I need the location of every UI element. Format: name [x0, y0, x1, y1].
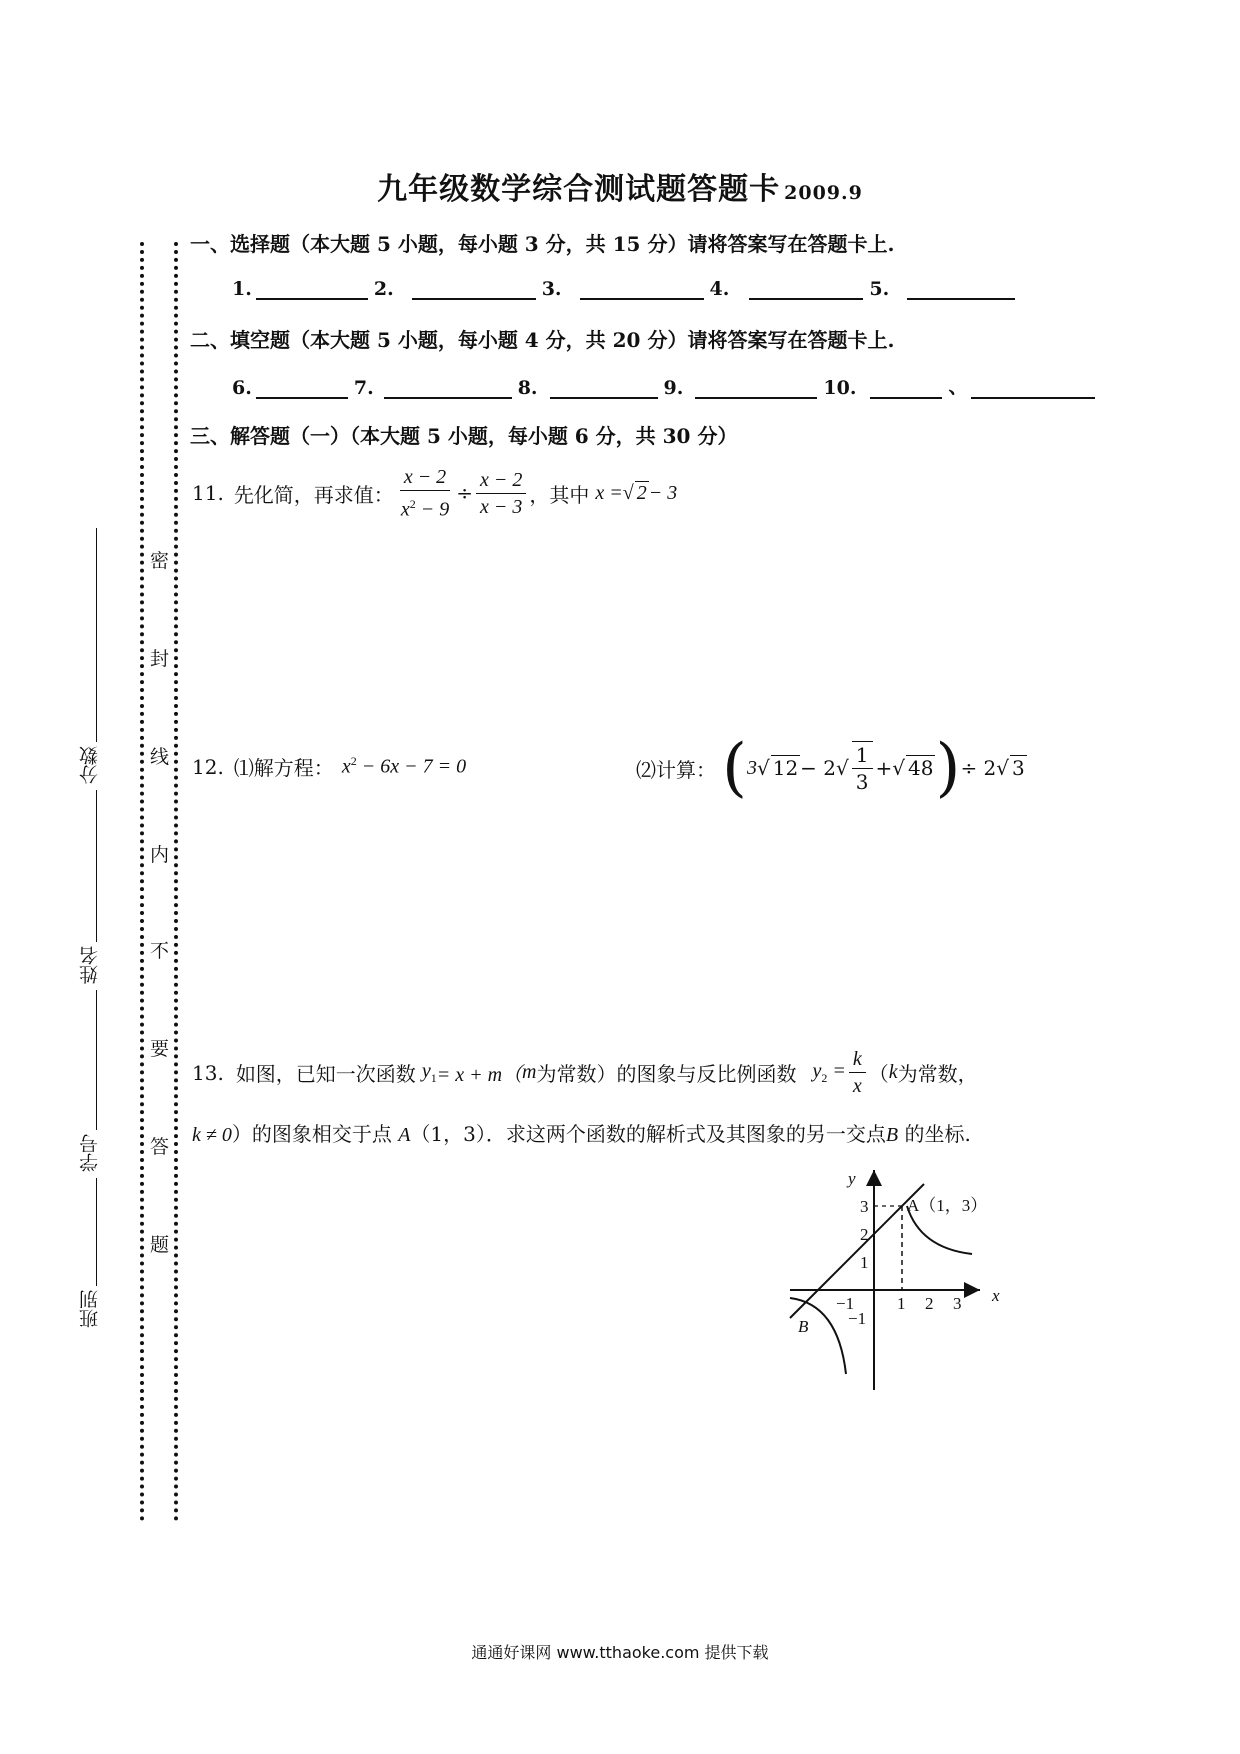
q12-sqrt3-radicand: 3 — [1012, 756, 1025, 780]
answer-blank-7[interactable] — [384, 375, 512, 399]
answer-blank-10b[interactable] — [971, 375, 1095, 399]
q12-part2-sqrt-12: √ 12 — [756, 756, 799, 780]
q13-point-B: B — [885, 1124, 899, 1146]
q12-sqrt48-radicand: 48 — [908, 756, 934, 780]
question-11 — [192, 464, 677, 523]
q13-fraction — [849, 1046, 866, 1099]
score-label: 分数 — [79, 746, 101, 784]
q13-y2-var: y — [812, 1059, 822, 1082]
answer-blank-8[interactable] — [550, 375, 658, 399]
q13-number: 13. — [192, 1060, 224, 1085]
section1-answer-row — [232, 276, 1021, 300]
seal-char-1: 密 — [150, 550, 170, 572]
q11-frac1-den-tail: − 9 — [420, 498, 450, 521]
question-13-line2 — [192, 1118, 971, 1147]
seal-char-8: 题 — [150, 1234, 170, 1256]
footer-credit: 通通好课网 www.tthaoke.com 提供下载 — [471, 1643, 769, 1662]
class-field[interactable] — [96, 1178, 97, 1286]
q12-part2-sqrt-48: √ 48 — [892, 756, 934, 780]
blank-label-3: 3. — [541, 278, 562, 300]
q12-part1-tail: − 6x − 7 = 0 — [356, 755, 467, 778]
q11-sqrt-radicand: 2 — [636, 481, 647, 504]
question-12-part1 — [192, 752, 466, 781]
function-graph — [780, 1164, 1040, 1400]
blank-separator: 、 — [948, 376, 968, 398]
q11-sqrt: √ 2 — [622, 481, 647, 504]
page-title — [0, 164, 1240, 208]
tick-y-neg1: −1 — [848, 1309, 867, 1328]
tick-x-1: 1 — [897, 1294, 906, 1313]
margin-dotted-line-inner — [174, 242, 178, 1522]
answer-blank-9[interactable] — [695, 375, 817, 399]
blank-label-1: 1. — [232, 278, 252, 300]
margin-dotted-line-outer — [140, 242, 144, 1522]
tick-y-2: 2 — [860, 1225, 869, 1244]
answer-blank-1[interactable] — [256, 276, 368, 300]
q11-div: ÷ — [456, 481, 473, 506]
q11-frac2-numerator: x − 2 — [476, 467, 526, 494]
tick-x-3: 3 — [953, 1294, 962, 1313]
q11-frac2-denominator: x − 3 — [479, 495, 523, 518]
question-12-part2 — [636, 728, 1027, 808]
q12-part2-minus-2: − 2 — [800, 756, 837, 780]
q13-y1 — [422, 1060, 437, 1086]
point-B-label: B — [798, 1317, 809, 1336]
q13-point-A: A — [398, 1124, 411, 1146]
class-label: 班别 — [79, 1290, 101, 1328]
q13-y1-subscript: 1 — [430, 1070, 437, 1085]
q13-k: k — [888, 1061, 898, 1083]
q13-text-d: 为常数， — [897, 1062, 978, 1086]
q12-part2-sqrt-3: √ 3 — [996, 756, 1025, 780]
q13-frac-num: k — [849, 1046, 866, 1073]
y-axis-label: y — [848, 1169, 856, 1188]
q13-m: m — [522, 1061, 537, 1083]
q12-part2-sqrt-frac: √ $\frac{1}{3}$ — [836, 741, 875, 795]
name-field[interactable] — [96, 790, 97, 942]
student-id-label: 学号 — [79, 1134, 101, 1172]
x-axis-label: x — [992, 1286, 1000, 1305]
tick-x-2: 2 — [925, 1294, 934, 1313]
q13-k-condition: k ≠ 0 — [192, 1124, 232, 1146]
title-date: 2009.9 — [784, 182, 863, 204]
q13-text-g: 的坐标. — [898, 1122, 971, 1146]
q11-condition-prefix: ，其中 — [529, 482, 590, 507]
seal-char-3: 线 — [150, 746, 170, 768]
answer-blank-4[interactable] — [749, 276, 863, 300]
q11-fraction-1 — [397, 464, 453, 523]
q11-number: 11. — [192, 481, 224, 506]
seal-char-7: 答 — [150, 1136, 170, 1158]
q11-condition-expr: x = — [595, 481, 623, 504]
q12-part2-plus: + — [875, 756, 893, 780]
blank-label-4: 4. — [709, 278, 730, 300]
q12-part1-exponent: 2 — [350, 754, 357, 769]
q13-text-c: （ — [868, 1062, 889, 1086]
answer-blank-2[interactable] — [412, 276, 536, 300]
q12-part1-label: ⑴解方程： — [233, 756, 334, 780]
q12-part1-expr — [342, 754, 466, 779]
student-id-field[interactable] — [96, 990, 97, 1130]
q12-sqrt-frac-den: 3 — [855, 770, 869, 794]
answer-blank-5[interactable] — [907, 276, 1015, 300]
tick-y-3: 3 — [860, 1197, 869, 1216]
q12-sqrt12-radicand: 12 — [772, 756, 799, 780]
tick-x-neg1: −1 — [836, 1294, 855, 1313]
q11-frac1-numerator: x − 2 — [400, 464, 450, 491]
title-text: 九年级数学综合测试题答题卡 — [377, 172, 781, 207]
answer-blank-10a[interactable] — [870, 375, 942, 399]
q13-text-f: （1，3）．求这两个函数的解析式及其图象的另一交点 — [410, 1122, 886, 1146]
q12-left-paren: ( — [722, 731, 747, 805]
q12-part2-div: ÷ 2 — [960, 756, 997, 780]
section3-heading: 三、解答题（一）（本大题 5 小题，每小题 6 分，共 30 分） — [190, 424, 738, 448]
student-info-column — [79, 528, 101, 1336]
blank-label-2: 2. — [373, 278, 394, 300]
q12-part1-var: x — [341, 755, 351, 778]
blank-label-9: 9. — [663, 377, 684, 399]
blank-label-5: 5. — [869, 278, 890, 300]
q13-linear-expr: = x + m（ — [436, 1064, 523, 1086]
answer-blank-3[interactable] — [580, 276, 704, 300]
seal-char-4: 内 — [150, 844, 170, 866]
q13-frac-den: x — [852, 1075, 862, 1097]
q13-y2: $y_2$ = — [812, 1059, 846, 1085]
blank-label-8: 8. — [517, 377, 538, 399]
blank-label-10: 10. — [823, 377, 857, 399]
score-field[interactable] — [96, 528, 97, 742]
question-13-line1 — [192, 1046, 978, 1099]
q12-sqrt-fraction — [852, 741, 873, 795]
q11-frac1-den-var: x — [400, 498, 410, 521]
q12-number: 12. — [192, 754, 224, 779]
q11-frac1-denominator — [397, 491, 453, 523]
q13-y1-var: y — [421, 1059, 431, 1082]
q12-part2-coef-3: 3 — [746, 756, 757, 779]
section1-heading: 一、选择题（本大题 5 小题，每小题 3 分，共 15 分）请将答案写在答题卡上. — [190, 232, 895, 256]
blank-label-7: 7. — [353, 377, 374, 399]
q13-y2-subscript: 2 — [821, 1070, 828, 1085]
q12-sqrt-frac-num: 1 — [852, 742, 873, 769]
point-A-label: A（1，3） — [907, 1196, 988, 1215]
blank-label-6: 6. — [232, 377, 252, 399]
q12-part2-label: ⑵计算： — [636, 757, 716, 782]
q11-condition-tail: − 3 — [648, 481, 678, 504]
section2-heading: 二、填空题（本大题 5 小题，每小题 4 分，共 20 分）请将答案写在答题卡上. — [190, 328, 895, 352]
q11-fraction-2 — [476, 467, 526, 520]
tick-y-1: 1 — [860, 1253, 869, 1272]
q12-right-paren: ) — [935, 731, 961, 805]
q13-text-b: 为常数）的图象与反比例函数 — [536, 1062, 797, 1086]
name-label: 姓名 — [79, 946, 101, 984]
section2-answer-row — [232, 372, 1101, 399]
q11-prompt: 先化简，再求值： — [233, 482, 394, 507]
seal-char-6: 要 — [150, 1038, 170, 1060]
q13-text-e: ）的图象相交于点 — [231, 1122, 399, 1146]
q11-frac1-exponent: 2 — [409, 497, 416, 511]
seal-char-2: 封 — [150, 648, 170, 670]
q13-text-a: 如图，已知一次函数 — [235, 1062, 416, 1086]
answer-blank-6[interactable] — [256, 375, 348, 399]
seal-char-5: 不 — [150, 940, 170, 962]
